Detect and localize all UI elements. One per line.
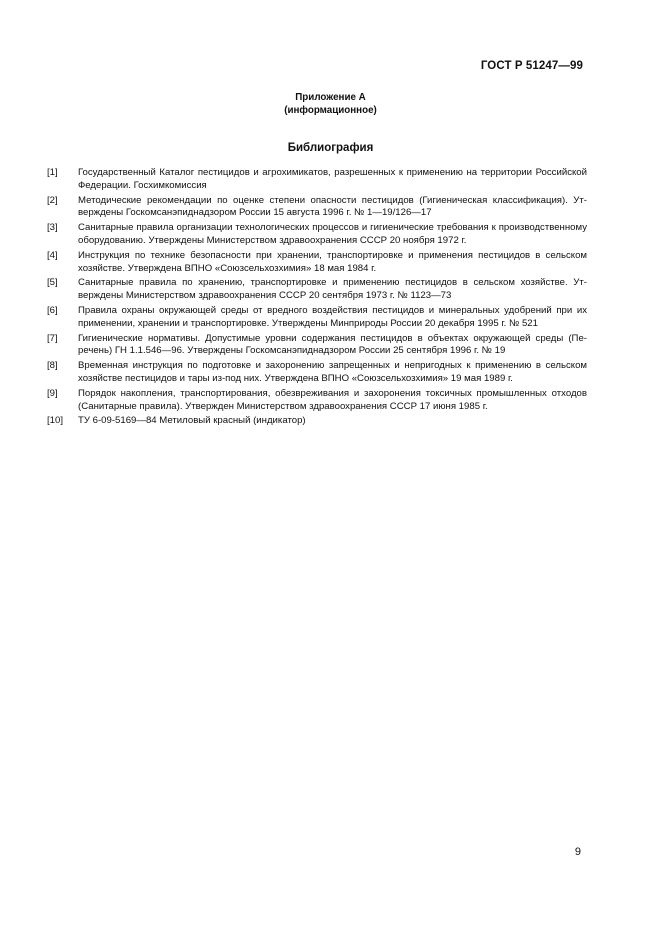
bibliography-entry [47, 167, 587, 193]
bibliography-entry [47, 277, 587, 303]
entry-text: Санитарные правила организации технологических процессов и гигиенические требования к производственному оборудованию. Утверждены Министерством здравоохранения СССР 20 ноября 1972 г. [78, 222, 587, 246]
entry-number: [6] [47, 304, 58, 316]
entry-number: [1] [47, 167, 58, 178]
page-number: 9 [574, 846, 581, 858]
bibliography-entry [47, 415, 587, 428]
entry-number: [7] [47, 332, 58, 344]
appendix-title-block [0, 91, 661, 117]
appendix-subtitle: (информационное) [284, 105, 377, 116]
entry-number: [8] [47, 360, 58, 372]
bibliography-entry [47, 250, 587, 276]
entry-text: Гигиенические нормативы. Допустимые уровни содержания пестицидов в объектах окружающей среды (Перечень) ГН 1.1.546—96. Утверждены Госкомсанэпиднадзором России 25 сентября 1996 г. № 19 [78, 332, 587, 357]
bibliography-entry [47, 222, 587, 248]
entry-text: Временная инструкция по подготовке и захоронению запрещенных и непригодных к применению в сельском хозяйстве пестицидов и тары из-под них. Утверждена ВПНО «Союзсельхозхимия» 19 мая 1989 г. [78, 360, 587, 384]
bibliography-entry [47, 388, 587, 414]
appendix-title: Приложение А [295, 92, 366, 103]
entry-number: [9] [47, 387, 58, 399]
entry-number: [4] [47, 249, 58, 261]
bibliography-list [47, 167, 587, 430]
bibliography-entry [47, 333, 587, 359]
entry-number: [3] [47, 222, 58, 234]
bibliography-entry [47, 195, 587, 221]
entry-text: Инструкция по технике безопасности при хранении, транспортировке и применения пестицидов в сельском хозяйстве. Утверждена ВПНО «Союзсельхозхимия» 18 мая 1984 г. [78, 249, 587, 274]
document-code: ГОСТ Р 51247—99 [480, 60, 583, 72]
entry-number: [10] [47, 415, 64, 427]
entry-text: Порядок накопления, транспортирования, обезвреживания и захоронения токсичных промышленных отходов (Санитарные правила). Утвержден Министерством здравоохранения СССР 17 июня 1985 г. [78, 387, 587, 412]
entry-text: Санитарные правила по хранению, транспортировке и применению пестицидов в сельском хозяйстве. Утверждены Министерством здравоохранения СССР 20 сентября 1973 г. № 1123—73 [78, 277, 587, 302]
entry-text: Методические рекомендации по оценке степени опасности пестицидов (Гигиеническая классификация). Утверждены Госкомсанэпиднадзором России 15 августа 1996 г. № 1—19/126—17 [78, 194, 587, 219]
entry-text: ТУ 6-09-5169—84 Метиловый красный (индикатор) [78, 415, 306, 427]
bibliography-entry [47, 360, 587, 386]
entry-text: Правила охраны окружающей среды от вредного воздействия пестицидов и минеральных удобрений при их применении, хранении и транспортировке. Утверждены Минприроды России 20 декабря 1995 г. № 521 [78, 304, 587, 329]
entry-number: [5] [47, 277, 58, 289]
entry-text: Государственный Каталог пестицидов и агрохимикатов, разрешенных к применению на территории Российской Федерации. Госхимкомиссия [78, 167, 587, 191]
entry-number: [2] [47, 194, 58, 206]
bibliography-heading: Библиография [287, 142, 374, 154]
bibliography-entry [47, 305, 587, 331]
